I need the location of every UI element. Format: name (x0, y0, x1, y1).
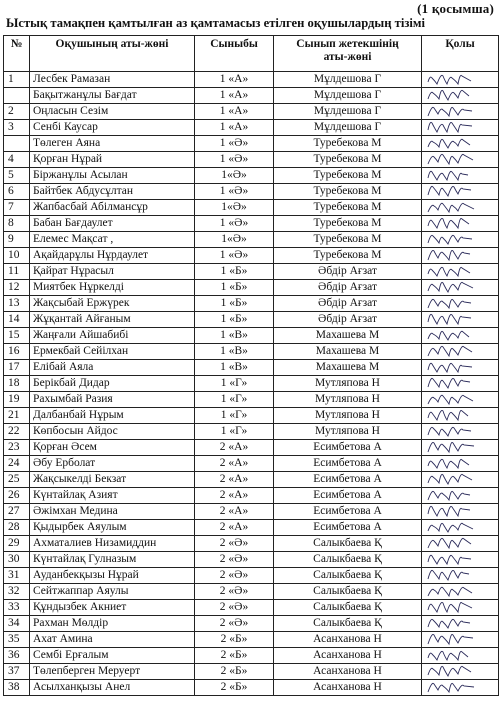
class-name: 1 «Б» (195, 280, 274, 296)
signature-scribble (422, 168, 498, 183)
teacher-name: Мұлдешова Г (274, 88, 422, 104)
signature-cell (422, 392, 499, 408)
teacher-name: Асанханова Н (274, 664, 422, 680)
row-number: 7 (4, 200, 30, 216)
signature-cell (422, 424, 499, 440)
student-name: Ермекбай Сейілхан (30, 344, 195, 360)
teacher-name: Салыкбаева Қ (274, 584, 422, 600)
signature-cell (422, 280, 499, 296)
table-row (4, 152, 499, 168)
table-row (4, 552, 499, 568)
student-name: Күнтайлақ Азият (30, 488, 195, 504)
signature-cell (422, 200, 499, 216)
student-name: Төлеген Аяна (30, 136, 195, 152)
signature-scribble (422, 360, 498, 375)
signature-scribble (422, 472, 498, 487)
teacher-name: Туребекова М (274, 184, 422, 200)
table-row (4, 312, 499, 328)
signature-cell (422, 328, 499, 344)
signature-scribble (422, 648, 498, 663)
row-number: 9 (4, 232, 30, 248)
header-signature: Қолы (422, 36, 499, 72)
row-number: 26 (4, 488, 30, 504)
class-name: 1 «Г» (195, 392, 274, 408)
signature-cell (422, 664, 499, 680)
row-number: 32 (4, 584, 30, 600)
teacher-name: Есимбетова А (274, 504, 422, 520)
table-row (4, 200, 499, 216)
teacher-name: Әбдір Ағзат (274, 312, 422, 328)
student-name: Қайрат Нұрасыл (30, 264, 195, 280)
student-name: Көпбосын Айдос (30, 424, 195, 440)
class-name: 1 «Г» (195, 408, 274, 424)
teacher-name: Мұлдешова Г (274, 104, 422, 120)
class-name: 1 «Ә» (195, 136, 274, 152)
signature-cell (422, 248, 499, 264)
signature-scribble (422, 280, 498, 295)
signature-cell (422, 520, 499, 536)
teacher-name: Есимбетова А (274, 472, 422, 488)
teacher-name: Салыкбаева Қ (274, 536, 422, 552)
class-name: 2 «А» (195, 456, 274, 472)
signature-cell (422, 104, 499, 120)
row-number: 18 (4, 376, 30, 392)
signature-scribble (422, 536, 498, 551)
signature-cell (422, 184, 499, 200)
header-teacher-line2: аты-жөні (323, 51, 372, 63)
table-row (4, 120, 499, 136)
class-name: 1 «Б» (195, 312, 274, 328)
teacher-name: Есимбетова А (274, 440, 422, 456)
signature-scribble (422, 136, 498, 151)
table-row (4, 648, 499, 664)
teacher-name: Туребекова М (274, 168, 422, 184)
signature-cell (422, 312, 499, 328)
signature-cell (422, 648, 499, 664)
signature-scribble (422, 488, 498, 503)
row-number: 16 (4, 344, 30, 360)
signature-scribble (422, 376, 498, 391)
signature-cell (422, 360, 499, 376)
signature-scribble (422, 520, 498, 535)
student-name: Елемес Мақсат , (30, 232, 195, 248)
table-row (4, 104, 499, 120)
signature-scribble (422, 72, 498, 87)
row-number: 21 (4, 408, 30, 424)
student-name: Бабан Бағдаулет (30, 216, 195, 232)
table-row (4, 392, 499, 408)
teacher-name: Махашева М (274, 328, 422, 344)
teacher-name: Махашева М (274, 344, 422, 360)
table-row (4, 328, 499, 344)
student-name: Жаңғали Айшабибі (30, 328, 195, 344)
teacher-name: Мутляпова Н (274, 424, 422, 440)
signature-scribble (422, 296, 498, 311)
row-number: 29 (4, 536, 30, 552)
class-name: 1 «А» (195, 104, 274, 120)
table-row (4, 664, 499, 680)
student-name: Оңласын Сезім (30, 104, 195, 120)
table-row (4, 424, 499, 440)
annex-label: (1 қосымша) (417, 1, 494, 16)
row-number: 31 (4, 568, 30, 584)
class-name: 1 «В» (195, 328, 274, 344)
teacher-name: Салыкбаева Қ (274, 600, 422, 616)
teacher-name: Туребекова М (274, 136, 422, 152)
class-name: 1 «А» (195, 88, 274, 104)
student-name: Қорған Әсем (30, 440, 195, 456)
row-number: 22 (4, 424, 30, 440)
document-title: Ыстық тамақпен қамтылған аз қамтамасыз етілген оқушылардың тізімі (6, 16, 425, 30)
row-number: 37 (4, 664, 30, 680)
teacher-name: Асанханова Н (274, 632, 422, 648)
teacher-name: Туребекова М (274, 152, 422, 168)
student-name: Сейтжаппар Аяулы (30, 584, 195, 600)
student-name: Төлепберген Меруерт (30, 664, 195, 680)
signature-scribble (422, 248, 498, 263)
teacher-name: Мутляпова Н (274, 376, 422, 392)
signature-cell (422, 600, 499, 616)
signature-scribble (422, 600, 498, 615)
class-name: 1 «В» (195, 360, 274, 376)
signature-cell (422, 680, 499, 696)
table-row (4, 360, 499, 376)
teacher-name: Мұлдешова Г (274, 72, 422, 88)
teacher-name: Есимбетова А (274, 456, 422, 472)
row-number: 19 (4, 392, 30, 408)
signature-scribble (422, 392, 498, 407)
signature-scribble (422, 104, 498, 119)
table-row (4, 616, 499, 632)
signature-scribble (422, 88, 498, 103)
signature-cell (422, 344, 499, 360)
signature-scribble (422, 184, 498, 199)
row-number: 15 (4, 328, 30, 344)
table-row (4, 600, 499, 616)
student-name: Қорған Нұрай (30, 152, 195, 168)
student-name: Асылханқызы Анел (30, 680, 195, 696)
table-row (4, 296, 499, 312)
signature-cell (422, 136, 499, 152)
teacher-name: Әбдір Ағзат (274, 296, 422, 312)
teacher-name: Әбдір Ағзат (274, 264, 422, 280)
students-table (3, 35, 499, 696)
row-number: 23 (4, 440, 30, 456)
signature-scribble (422, 616, 498, 631)
class-name: 1 «Ә» (195, 216, 274, 232)
class-name: 2 «Ә» (195, 536, 274, 552)
signature-scribble (422, 632, 498, 647)
signature-scribble (422, 312, 498, 327)
class-name: 2 «Б» (195, 664, 274, 680)
class-name: 1 «Б» (195, 264, 274, 280)
table-row (4, 248, 499, 264)
row-number: 3 (4, 120, 30, 136)
table-row (4, 136, 499, 152)
table-row (4, 440, 499, 456)
class-name: 1 «Ә» (195, 184, 274, 200)
table-row (4, 88, 499, 104)
teacher-name: Туребекова М (274, 248, 422, 264)
header-student-name: Оқушының аты-жөні (30, 36, 195, 72)
row-number: 30 (4, 552, 30, 568)
student-name: Жұқантай Айғаным (30, 312, 195, 328)
signature-scribble (422, 552, 498, 567)
signature-scribble (422, 152, 498, 167)
class-name: 2 «Ә» (195, 568, 274, 584)
class-name: 1 «Г» (195, 424, 274, 440)
signature-scribble (422, 408, 498, 423)
teacher-name: Туребекова М (274, 200, 422, 216)
row-number (4, 136, 30, 152)
table-row (4, 72, 499, 88)
student-name: Жапбасбай Абілмансұр (30, 200, 195, 216)
table-row (4, 280, 499, 296)
signature-scribble (422, 664, 498, 679)
table-row (4, 408, 499, 424)
class-name: 2 «Ә» (195, 552, 274, 568)
signature-cell (422, 152, 499, 168)
student-name: Жақсыбай Ержүрек (30, 296, 195, 312)
signature-scribble (422, 584, 498, 599)
row-number: 33 (4, 600, 30, 616)
table-row (4, 456, 499, 472)
student-name: Біржанұлы Асылан (30, 168, 195, 184)
signature-cell (422, 88, 499, 104)
row-number: 24 (4, 456, 30, 472)
signature-cell (422, 584, 499, 600)
teacher-name: Салыкбаева Қ (274, 568, 422, 584)
student-name: Сембі Ерғалым (30, 648, 195, 664)
signature-cell (422, 568, 499, 584)
student-name: Әбу Ерболат (30, 456, 195, 472)
table-row (4, 504, 499, 520)
table-row (4, 184, 499, 200)
signature-cell (422, 72, 499, 88)
class-name: 2 «А» (195, 504, 274, 520)
signature-scribble (422, 264, 498, 279)
row-number: 36 (4, 648, 30, 664)
signature-cell (422, 120, 499, 136)
class-name: 2 «Ә» (195, 616, 274, 632)
table-row (4, 584, 499, 600)
signature-scribble (422, 120, 498, 135)
class-name: 1 «А» (195, 120, 274, 136)
table-row (4, 376, 499, 392)
signature-cell (422, 488, 499, 504)
row-number: 28 (4, 520, 30, 536)
header-class: Сыныбы (195, 36, 274, 72)
class-name: 2 «А» (195, 520, 274, 536)
student-name: Жақсыкелді Бекзат (30, 472, 195, 488)
teacher-name: Асанханова Н (274, 680, 422, 696)
class-name: 2 «А» (195, 472, 274, 488)
signature-cell (422, 536, 499, 552)
table-row (4, 472, 499, 488)
class-name: 1 «Ә» (195, 248, 274, 264)
class-name: 2 «Ә» (195, 600, 274, 616)
teacher-name: Асанханова Н (274, 648, 422, 664)
row-number: 25 (4, 472, 30, 488)
student-name: Елібай Аяла (30, 360, 195, 376)
row-number: 10 (4, 248, 30, 264)
student-name: Қыдырбек Аяулым (30, 520, 195, 536)
signature-cell (422, 616, 499, 632)
header-teacher-line1: Сынып жетекшінің (296, 38, 399, 50)
signature-cell (422, 408, 499, 424)
signature-scribble (422, 504, 498, 519)
student-name: Берікбай Дидар (30, 376, 195, 392)
signature-cell (422, 504, 499, 520)
table-row (4, 568, 499, 584)
student-name: Құндызбек Акниет (30, 600, 195, 616)
teacher-name: Махашева М (274, 360, 422, 376)
header-num: № (4, 36, 30, 72)
row-number: 38 (4, 680, 30, 696)
table-row (4, 632, 499, 648)
table-row (4, 232, 499, 248)
teacher-name: Мұлдешова Г (274, 120, 422, 136)
student-name: Рахман Мөлдір (30, 616, 195, 632)
header-row (4, 36, 499, 72)
teacher-name: Салыкбаева Қ (274, 616, 422, 632)
row-number: 35 (4, 632, 30, 648)
row-number: 6 (4, 184, 30, 200)
teacher-name: Туребекова М (274, 232, 422, 248)
table-body (4, 72, 499, 696)
table-row (4, 680, 499, 696)
row-number: 11 (4, 264, 30, 280)
table-row (4, 264, 499, 280)
table-row (4, 216, 499, 232)
student-name: Ахматалиев Низамиддин (30, 536, 195, 552)
student-name: Рахымбай Разия (30, 392, 195, 408)
row-number: 2 (4, 104, 30, 120)
header-teacher (274, 36, 422, 72)
signature-cell (422, 440, 499, 456)
teacher-name: Әбдір Ағзат (274, 280, 422, 296)
signature-cell (422, 376, 499, 392)
student-name: Ауданбекқызы Нұрай (30, 568, 195, 584)
table-row (4, 536, 499, 552)
signature-scribble (422, 456, 498, 471)
signature-scribble (422, 328, 498, 343)
class-name: 1 «Б» (195, 296, 274, 312)
signature-scribble (422, 344, 498, 359)
class-name: 1 «В» (195, 344, 274, 360)
row-number: 8 (4, 216, 30, 232)
student-name: Байтбек Абдусұлтан (30, 184, 195, 200)
class-name: 2 «Б» (195, 648, 274, 664)
signature-cell (422, 456, 499, 472)
row-number: 13 (4, 296, 30, 312)
table-row (4, 488, 499, 504)
student-name: Миятбек Нұркелді (30, 280, 195, 296)
signature-scribble (422, 216, 498, 231)
class-name: 1 «Ә» (195, 152, 274, 168)
signature-scribble (422, 440, 498, 455)
signature-scribble (422, 232, 498, 247)
row-number: 1 (4, 72, 30, 88)
signature-scribble (422, 424, 498, 439)
table-row (4, 344, 499, 360)
signature-cell (422, 216, 499, 232)
row-number (4, 88, 30, 104)
signature-cell (422, 472, 499, 488)
student-name: Ахат Амина (30, 632, 195, 648)
class-name: 1«Ә» (195, 232, 274, 248)
row-number: 17 (4, 360, 30, 376)
student-name: Лесбек Рамазан (30, 72, 195, 88)
class-name: 1 «А» (195, 72, 274, 88)
signature-scribble (422, 200, 498, 215)
table-row (4, 520, 499, 536)
class-name: 1«Ә» (195, 200, 274, 216)
student-name: Ақайдарұлы Нұрдаулет (30, 248, 195, 264)
signature-cell (422, 296, 499, 312)
row-number: 14 (4, 312, 30, 328)
class-name: 2 «Б» (195, 632, 274, 648)
student-name: Бақытжанұлы Бағдат (30, 88, 195, 104)
signature-cell (422, 552, 499, 568)
signature-cell (422, 264, 499, 280)
student-name: Әжімхан Медина (30, 504, 195, 520)
teacher-name: Мутляпова Н (274, 392, 422, 408)
row-number: 12 (4, 280, 30, 296)
class-name: 1 «Г» (195, 376, 274, 392)
teacher-name: Мутляпова Н (274, 408, 422, 424)
signature-cell (422, 632, 499, 648)
class-name: 2 «Б» (195, 680, 274, 696)
row-number: 27 (4, 504, 30, 520)
signature-scribble (422, 680, 498, 695)
teacher-name: Есимбетова А (274, 488, 422, 504)
teacher-name: Есимбетова А (274, 520, 422, 536)
signature-cell (422, 232, 499, 248)
class-name: 1«Ә» (195, 168, 274, 184)
row-number: 34 (4, 616, 30, 632)
table-row (4, 168, 499, 184)
student-name: Күнтайлақ Гулназым (30, 552, 195, 568)
class-name: 2 «А» (195, 488, 274, 504)
table-header (4, 36, 499, 72)
teacher-name: Туребекова М (274, 216, 422, 232)
row-number: 5 (4, 168, 30, 184)
class-name: 2 «А» (195, 440, 274, 456)
row-number: 4 (4, 152, 30, 168)
signature-cell (422, 168, 499, 184)
student-name: Далбанбай Нұрым (30, 408, 195, 424)
signature-scribble (422, 568, 498, 583)
student-name: Сенбі Каусар (30, 120, 195, 136)
teacher-name: Салыкбаева Қ (274, 552, 422, 568)
class-name: 2 «Ә» (195, 584, 274, 600)
